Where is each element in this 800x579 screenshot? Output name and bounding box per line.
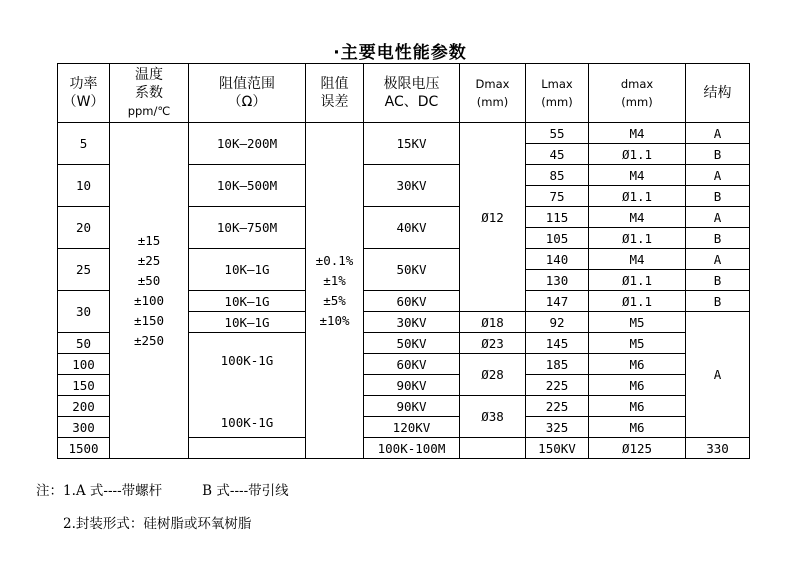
power-cell: 300 [58, 417, 110, 438]
range-cell: 10K—500M [189, 165, 306, 207]
footnote-2: 2.封装形式：硅树脂或环氧树脂 [63, 516, 252, 532]
lmax-cell: 140 [526, 249, 589, 270]
tempcoef-empty-cell [189, 438, 306, 459]
power-cell: 5 [58, 123, 110, 165]
power-cell: 30 [58, 291, 110, 333]
voltage-cell: 120KV [364, 417, 460, 438]
voltage-cell: 90KV [364, 375, 460, 396]
structure-cell: B [686, 291, 750, 312]
structure-cell: A [686, 207, 750, 228]
dmax-cell: Ø38 [460, 396, 526, 438]
lmax-cell: 85 [526, 165, 589, 186]
lmax-cell: 225 [526, 396, 589, 417]
structure-cell: A [686, 312, 750, 438]
header-structure: 结构 [686, 64, 750, 123]
dmax2-cell: M4 [589, 249, 686, 270]
dmax2-cell: M6 [589, 375, 686, 396]
voltage-cell: 50KV [364, 249, 460, 291]
tolerance-empty-cell [460, 438, 526, 459]
header-dmax: Dmax (mm) [460, 64, 526, 123]
dmax2-cell: Ø1.1 [589, 144, 686, 165]
spec-table [57, 63, 750, 459]
dmax-cell: Ø12 [460, 123, 526, 312]
dmax-cell: Ø28 [460, 354, 526, 396]
power-cell: 100 [58, 354, 110, 375]
voltage-cell: 30KV [364, 165, 460, 207]
header-voltage: 极限电压 AC、DC [364, 64, 460, 123]
header-dmax2: dmax (mm) [589, 64, 686, 123]
voltage-cell: 40KV [364, 207, 460, 249]
header-tolerance: 阻值 误差 [306, 64, 364, 123]
dmax2-cell: M4 [589, 165, 686, 186]
header-row [58, 64, 750, 123]
lmax-cell: 145 [526, 333, 589, 354]
voltage-cell: 60KV [364, 291, 460, 312]
lmax-cell: 92 [526, 312, 589, 333]
power-cell: 150 [58, 375, 110, 396]
voltage-cell: 90KV [364, 396, 460, 417]
dmax2-cell: M4 [589, 207, 686, 228]
structure-cell: A [686, 165, 750, 186]
power-cell: 200 [58, 396, 110, 417]
structure-cell: A [686, 249, 750, 270]
dmax2-cell: M4 [589, 123, 686, 144]
range-cell: 100K-100M [364, 438, 460, 459]
dmax2-cell: Ø1.1 [589, 228, 686, 249]
lmax-cell: 225 [526, 375, 589, 396]
header-range: 阻值范围 （Ω） [189, 64, 306, 123]
tempcoef-cell: ±15 ±25 ±50 ±100 ±150 ±250 [110, 123, 189, 459]
structure-cell: B [686, 270, 750, 291]
dmax2-cell: Ø1.1 [589, 291, 686, 312]
dmax-cell: Ø23 [460, 333, 526, 354]
lmax-cell: 55 [526, 123, 589, 144]
range-cell: 10K—1G [189, 312, 306, 333]
power-cell: 1500 [58, 438, 110, 459]
structure-cell: B [686, 228, 750, 249]
header-tempcoef: 温度 系数 ppm/℃ [110, 64, 189, 123]
range-cell: 10K—750M [189, 207, 306, 249]
page-title: ·主要电性能参数 [333, 43, 467, 63]
tolerance-cell: ±0.1% ±1% ±5% ±10% [306, 123, 364, 459]
dmax-cell: Ø18 [460, 312, 526, 333]
voltage-cell: 150KV [526, 438, 589, 459]
lmax-cell: 325 [526, 417, 589, 438]
structure-cell: B [686, 186, 750, 207]
range-cell: 100K-1G 100K-1G [189, 333, 306, 438]
voltage-cell: 15KV [364, 123, 460, 165]
header-lmax: Lmax (mm) [526, 64, 589, 123]
power-cell: 10 [58, 165, 110, 207]
table-row [58, 123, 750, 144]
voltage-cell: 50KV [364, 333, 460, 354]
range-cell: 10K—200M [189, 123, 306, 165]
dmax2-cell: M6 [589, 354, 686, 375]
lmax-cell: 147 [526, 291, 589, 312]
lmax-cell: 45 [526, 144, 589, 165]
footnote-1: 注：1.A 式----带螺杆 B 式----带引线 [36, 483, 289, 499]
lmax-cell: 75 [526, 186, 589, 207]
header-power: 功率 （W） [58, 64, 110, 123]
dmax2-cell: M6 [589, 417, 686, 438]
dmax2-cell: M6 [589, 396, 686, 417]
range-cell: 10K—1G [189, 291, 306, 312]
dmax-cell: Ø125 [589, 438, 686, 459]
dmax2-cell: Ø1.1 [589, 186, 686, 207]
voltage-cell: 30KV [364, 312, 460, 333]
range-cell: 10K—1G [189, 249, 306, 291]
dmax2-cell: M5 [589, 312, 686, 333]
power-cell: 25 [58, 249, 110, 291]
lmax-cell: 105 [526, 228, 589, 249]
power-cell: 20 [58, 207, 110, 249]
voltage-cell: 60KV [364, 354, 460, 375]
lmax-cell: 115 [526, 207, 589, 228]
structure-cell: B [686, 144, 750, 165]
lmax-cell: 330 [686, 438, 750, 459]
lmax-cell: 130 [526, 270, 589, 291]
structure-cell: A [686, 123, 750, 144]
dmax2-cell: Ø1.1 [589, 270, 686, 291]
lmax-cell: 185 [526, 354, 589, 375]
dmax2-cell: M5 [589, 333, 686, 354]
power-cell: 50 [58, 333, 110, 354]
